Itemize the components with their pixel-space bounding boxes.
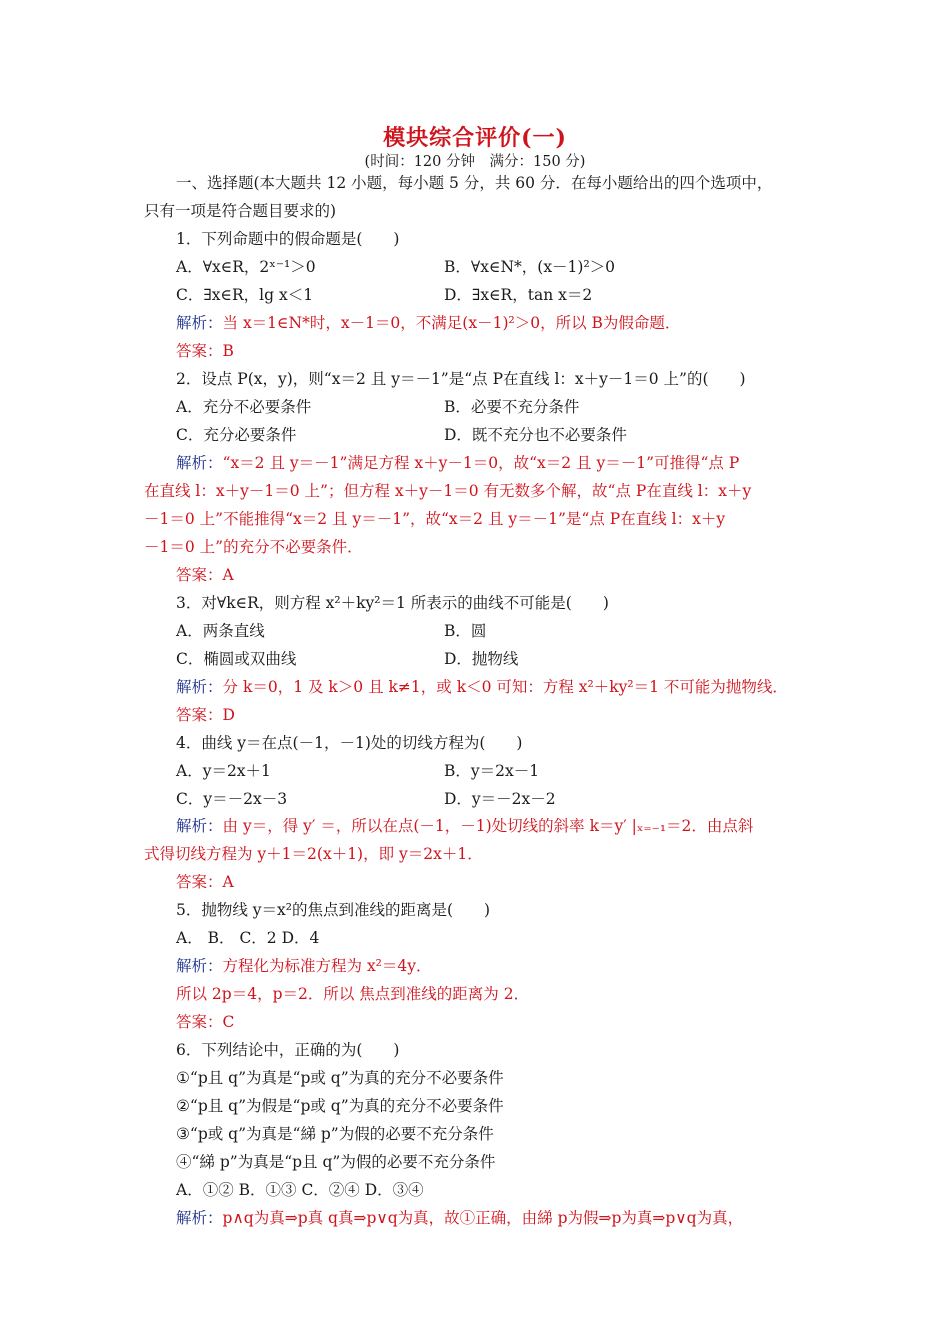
analysis-text: p∧q为真⇒p真 q真⇒p∨q为真，故①正确，由綈 p为假⇒p为真⇒p∨q为真， <box>222 1209 744 1227</box>
answer-text: 答案：C <box>176 1013 235 1031</box>
analysis <box>176 676 824 698</box>
analysis-continued: 所以 2p＝4，p＝2．所以 焦点到准线的距离为 2． <box>176 985 530 1003</box>
answer <box>176 340 824 362</box>
statement-item: ④“綈 p”为真是“p且 q”为假的必要不充分条件 <box>176 1153 496 1171</box>
option-d: D．∃x∈R，tan x＝2 <box>444 286 593 304</box>
answer-text: 答案：A <box>176 873 234 891</box>
analysis-continued: －1＝0 上”不能推得“x＝2 且 y＝－1”，故“x＝2 且 y＝－1”是“点 P在直线 l：x＋y <box>144 510 726 528</box>
statement-item: ②“p且 q”为假是“p或 q”为真的充分不必要条件 <box>176 1097 504 1115</box>
option-b: B．圆 <box>444 622 487 640</box>
analysis <box>176 452 824 474</box>
analysis-continued: －1＝0 上”的充分不必要条件． <box>144 538 363 556</box>
analysis-text: 分 k＝0，1 及 k＞0 且 k≠1，或 k＜0 可知：方程 x²＋ky²＝1 不可能为抛物线． <box>222 678 788 696</box>
analysis-label: 解析： <box>176 1209 223 1227</box>
question-stem: 4．曲线 y＝在点(－1，－1)处的切线方程为( ) <box>176 734 523 752</box>
analysis-label: 解析： <box>176 957 223 975</box>
option-d: D．y＝－2x－2 <box>444 790 556 808</box>
answer-text: 答案：D <box>176 706 235 724</box>
section-intro-line: 只有一项是符合题目要求的) <box>144 202 337 220</box>
option-c: C．椭圆或双曲线 <box>176 650 297 668</box>
exam-info: (时间：120 分钟 满分：150 分) <box>364 154 586 170</box>
answer <box>176 704 824 726</box>
statement-item: ③“p或 q”为真是“綈 p”为假的必要不充分条件 <box>176 1125 494 1143</box>
answer <box>176 1011 824 1033</box>
answer-text: 答案：B <box>176 342 234 360</box>
answer <box>176 564 824 586</box>
option-d: D．既不充分也不必要条件 <box>444 426 627 444</box>
analysis-label: 解析： <box>176 454 223 472</box>
option-a: A．y＝2x＋1 <box>176 762 271 780</box>
option-b: B．∀x∈N*，(x－1)²＞0 <box>444 258 616 276</box>
analysis <box>176 955 824 977</box>
answer-text: 答案：A <box>176 566 234 584</box>
option-c: C．y＝－2x－3 <box>176 790 288 808</box>
analysis-text: 当 x＝1∈N*时，x－1＝0，不满足(x－1)²＞0，所以 B为假命题． <box>222 314 681 332</box>
question-stem: 3．对∀k∈R，则方程 x²＋ky²＝1 所表示的曲线不可能是( ) <box>176 594 609 612</box>
analysis-text: “x＝2 且 y＝－1”满足方程 x＋y－1＝0，故“x＝2 且 y＝－1”可推得“点 P <box>222 454 740 472</box>
option-a: A．充分不必要条件 <box>176 398 312 416</box>
analysis-continued: 式得切线方程为 y＋1＝2(x＋1)，即 y＝2x＋1． <box>144 845 483 863</box>
question-stem: 2．设点 P(x，y)，则“x＝2 且 y＝－1”是“点 P在直线 l：x＋y－1＝0 上”的( ) <box>176 370 746 388</box>
option-a: A．∀x∈R，2ˣ⁻¹＞0 <box>176 258 316 276</box>
question-stem: 6．下列结论中，正确的为( ) <box>176 1041 400 1059</box>
answer <box>176 871 824 893</box>
analysis <box>176 1207 824 1229</box>
option-b: B．必要不充分条件 <box>444 398 580 416</box>
section-intro-line: 一、选择题(本大题共 12 小题，每小题 5 分，共 60 分．在每小题给出的四个选项中， <box>176 174 773 192</box>
page-title: 模块综合评价(一) <box>383 125 567 151</box>
option-c: C．∃x∈R，lg x＜1 <box>176 286 314 304</box>
analysis-text: 方程化为标准方程为 x²＝4y． <box>222 957 432 975</box>
option-d: D．抛物线 <box>444 650 519 668</box>
analysis-text: 由 y＝，得 y′ ＝，所以在点(－1，－1)处切线的斜率 k＝y′ |ₓ₌₋₁＝2．由点斜 <box>222 817 754 835</box>
question-stem: 5．抛物线 y＝x²的焦点到准线的距离是( ) <box>176 901 491 919</box>
analysis-label: 解析： <box>176 678 223 696</box>
analysis <box>176 815 824 837</box>
analysis-label: 解析： <box>176 817 223 835</box>
statement-item: ①“p且 q”为真是“p或 q”为真的充分不必要条件 <box>176 1069 504 1087</box>
analysis-continued: 在直线 l：x＋y－1＝0 上”；但方程 x＋y－1＝0 有无数多个解，故“点 P在直线 l：x＋y <box>144 482 752 500</box>
analysis-label: 解析： <box>176 314 223 332</box>
question-stem: 1．下列命题中的假命题是( ) <box>176 230 400 248</box>
analysis <box>176 312 824 334</box>
option-c: C．充分必要条件 <box>176 426 297 444</box>
option-a: A．两条直线 <box>176 622 265 640</box>
options-row: A． B． C．2 D．4 <box>176 929 320 947</box>
options-row: A．①② B．①③ C．②④ D．③④ <box>176 1181 424 1199</box>
option-b: B．y＝2x－1 <box>444 762 540 780</box>
